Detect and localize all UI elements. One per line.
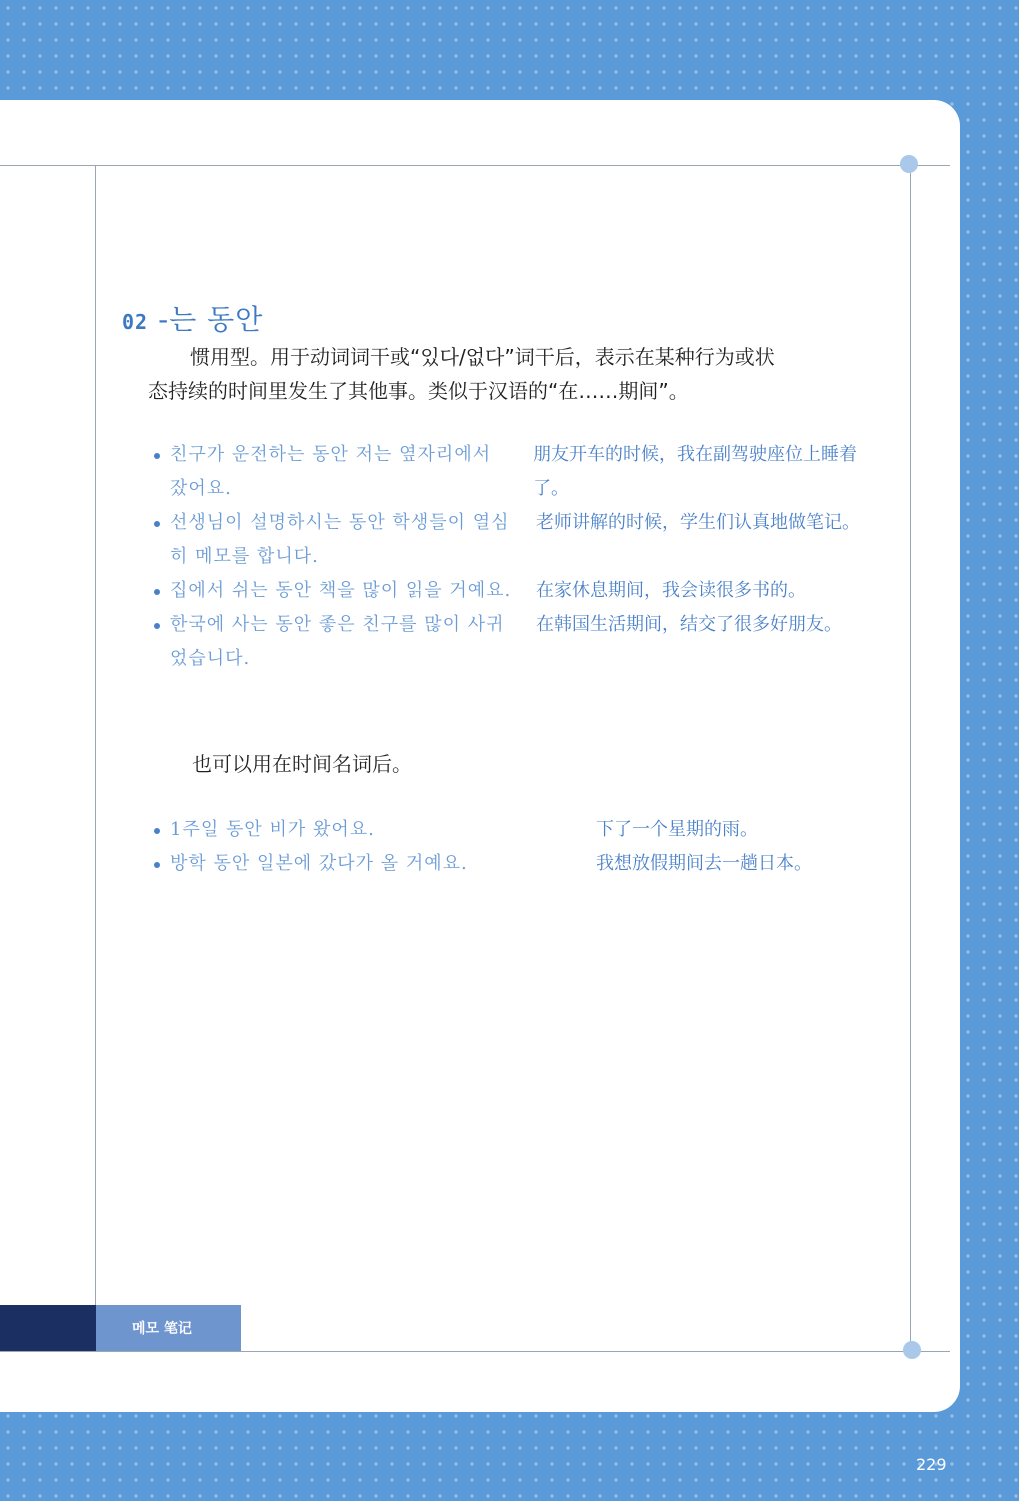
corner-dot-top [900,155,918,173]
example-item [150,506,890,574]
grammar-description [148,340,888,408]
example-list-2 [150,813,890,881]
section-number: 02 [122,310,149,334]
example-item [150,813,890,847]
memo-tab [96,1305,241,1351]
example-korean: 방학 동안 일본에 갔다가 올 거예요. [150,847,576,881]
left-margin-rule [95,165,96,1351]
usage-note: 也可以用在时间名词后。 [192,752,412,776]
example-korean: 친구가 운전하는 동안 저는 옆자리에서 잤어요. [150,438,513,506]
section-title-text: -는 동안 [158,303,264,336]
top-rule [0,165,950,166]
example-item [150,438,890,506]
bottom-rule [0,1351,950,1352]
page-number: 229 [916,1455,947,1474]
example-chinese: 下了一个星期的雨。 [596,819,758,840]
example-chinese: 我想放假期间去一趟日本。 [596,853,812,874]
example-korean: 선생님이 설명하시는 동안 학생들이 열심히 메모를 합니다. [150,506,516,574]
corner-dot-bottom [903,1341,921,1359]
page-panel [0,100,960,1412]
example-chinese: 老师讲解的时候，学生们认真地做笔记。 [536,512,860,533]
description-line-2: 态持续的时间里发生了其他事。类似于汉语的“在……期间”。 [148,379,689,403]
example-item [150,847,890,881]
memo-tab-accent [0,1305,96,1351]
example-item [150,608,890,676]
example-korean: 1주일 동안 비가 왔어요. [150,813,576,847]
example-korean: 집에서 쉬는 동안 책을 많이 읽을 거예요. [150,574,516,608]
example-korean: 한국에 사는 동안 좋은 친구를 많이 사귀었습니다. [150,608,516,676]
memo-label: 메모 笔记 [132,1321,192,1337]
example-chinese: 在家休息期间，我会读很多书的。 [536,580,806,601]
example-list [150,438,890,676]
right-margin-rule [910,165,911,1351]
description-line-1: 惯用型。用于动词词干或“있다/없다”词干后，表示在某种行为或状 [190,345,775,369]
example-chinese: 朋友开车的时候，我在副驾驶座位上睡着了。 [533,444,858,499]
example-chinese: 在韩国生活期间，结交了很多好朋友。 [536,614,842,635]
example-item [150,574,890,608]
section-heading [122,298,263,338]
